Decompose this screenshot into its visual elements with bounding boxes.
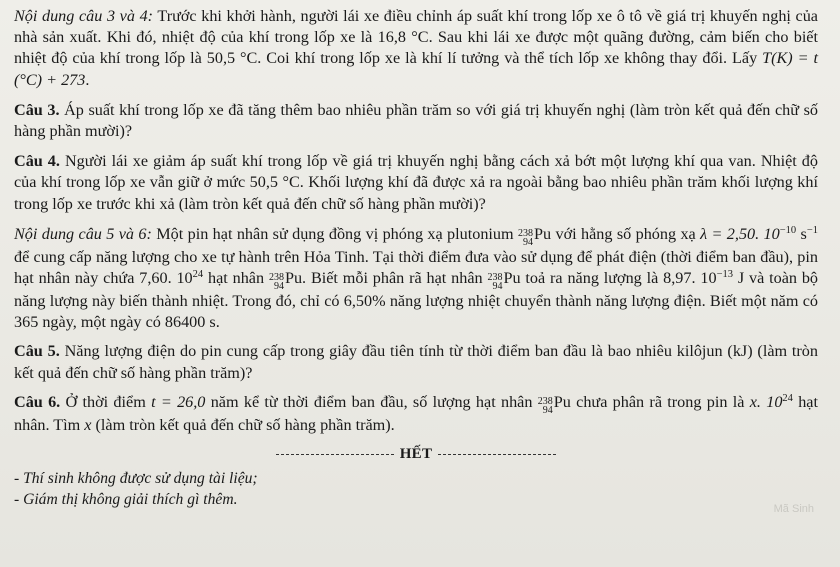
decay-constant-unit: s — [796, 224, 807, 243]
plutonium-isotope-notation-2 — [269, 273, 284, 291]
exam-note-1: - Thí sinh không được sử dụng tài liệu; — [14, 470, 258, 488]
decay-constant: λ = 2,50. 10 — [700, 224, 780, 243]
initial-nuclei-exponent: 24 — [192, 269, 204, 281]
plutonium-isotope-notation-3 — [487, 273, 502, 291]
question-6-text-4: hạt nhân. Tìm — [14, 392, 818, 434]
intro-34-text-4: . — [85, 70, 90, 89]
question-6-text-1: Ở thời điểm — [60, 392, 152, 411]
intro-questions-3-4 — [14, 6, 818, 91]
isotope-mass-number: 238 — [487, 272, 503, 284]
isotope-symbol: Pu — [503, 269, 521, 288]
isotope-symbol: Pu — [534, 224, 552, 243]
question-3-label: Câu 3. — [14, 100, 60, 119]
exam-note-2: - Giám thị không giải thích gì thêm. — [14, 491, 238, 509]
isotope-mass-number: 238 — [268, 272, 284, 284]
decay-energy: 8,97. 10 — [663, 269, 717, 288]
question-3-text: Áp suất khí trong lốp xe đã tăng thêm bao nhiêu phần trăm so với giá trị khuyến nghị (làm tròn kết quả đến chữ số hàng phần mười)? — [14, 100, 818, 141]
isotope-atomic-number: 94 — [542, 404, 553, 416]
decay-energy-exponent: −13 — [716, 269, 733, 281]
intro-34-text-3: . Coi khí trong lốp xe là khí lí tưởng và thể tích lốp xe không thay đổi. Lấy — [257, 49, 763, 68]
intro-56-text-5: . Biết mỗi phân rã hạt nhân — [302, 269, 488, 288]
question-6-exponent: 24 — [782, 392, 793, 404]
question-5 — [14, 341, 818, 383]
question-4-temp: 50,5 °C — [249, 173, 300, 192]
intro-56-text-2: với hằng số phóng xạ — [551, 224, 701, 243]
initial-nuclei-count: 7,60. 10 — [139, 269, 193, 288]
intro-34-temp-1: 16,8 °C — [377, 28, 429, 47]
intro-56-text-6: toả ra năng lượng là — [520, 269, 664, 288]
intro-56-text-4: hạt nhân — [203, 269, 269, 288]
intro-56-lead: Nội dung câu 5 và 6: — [14, 224, 152, 243]
question-6-text-2: năm kể từ thời điểm ban đầu, số lượng hạt nhân — [205, 392, 538, 411]
isotope-symbol: Pu — [284, 269, 303, 288]
end-divider-right — [438, 454, 556, 455]
question-6-time: t = 26,0 — [151, 392, 206, 411]
isotope-atomic-number: 94 — [523, 236, 533, 248]
question-6 — [14, 392, 818, 436]
end-label: HẾT — [399, 446, 433, 463]
intro-56-text-3: để cung cấp năng lượng cho xe tự hành trên Hỏa Tinh. Tại thời điểm đưa vào sử dụng để phát điện (thời điểm ban đầu), pin hạt nhân này chứa — [14, 247, 818, 288]
intro-questions-5-6 — [14, 224, 818, 334]
question-6-unknown: x — [84, 415, 92, 434]
isotope-atomic-number: 94 — [492, 281, 503, 293]
question-6-label: Câu 6. — [14, 392, 61, 411]
decay-constant-exponent: −10 — [779, 224, 797, 236]
temperature-formula: T(K) = t (°C) + 273 — [14, 49, 818, 89]
decay-constant-unit-exponent: −1 — [806, 224, 819, 236]
question-5-label: Câu 5. — [14, 342, 60, 361]
intro-56-text-1: Một pin hạt nhân sử dụng đồng vị phóng xạ plutonium — [151, 224, 518, 243]
intro-34-lead: Nội dung câu 3 và 4: — [14, 7, 154, 25]
isotope-mass-number: 238 — [518, 227, 533, 239]
intro-34-text-2: . Sau khi lái xe được một quãng đường, cảm biến cho biết nhiệt độ của khí trong lốp là — [14, 28, 818, 68]
intro-34-text-1: Trước khi khởi hành, người lái xe điều chỉnh áp suất khí trong lốp xe ô tô về giá trị khuyến nghị của nhà sản xuất. Khi đó, nhiệt độ của khí trong lốp xe là — [14, 7, 818, 47]
isotope-atomic-number: 94 — [273, 281, 284, 293]
plutonium-isotope-notation-4 — [538, 397, 553, 415]
isotope-symbol: Pu — [553, 392, 571, 411]
question-3 — [14, 100, 818, 142]
question-5-text: Năng lượng điện do pin cung cấp trong giây đầu tiên tính từ thời điểm ban đầu là bao nhiêu kilôjun (kJ) (làm tròn kết quả đến chữ số hàng phần trăm)? — [14, 342, 818, 382]
faint-watermark-text: Mã Sinh — [773, 503, 814, 515]
question-4-text-2: . Khối lượng khí đã được xả ra ngoài bằng bao nhiêu phần trăm khối lượng khí trong lốp xe trước khi xả (làm tròn kết quả đến chữ số hàng phần mười)? — [14, 173, 818, 213]
end-divider-left — [276, 454, 394, 455]
question-6-text-5: (làm tròn kết quả đến chữ số hàng phần trăm). — [91, 415, 395, 434]
question-6-text-3: chưa phân rã trong pin là — [570, 392, 750, 411]
intro-34-temp-2: 50,5 °C — [206, 49, 258, 68]
question-4-text-1: Người lái xe giảm áp suất khí trong lốp về giá trị khuyến nghị bằng cách xả bớt một lượng khí qua van. Nhiệt độ của khí trong lốp xe vẫn giữ ở mức — [14, 152, 818, 192]
question-4-label: Câu 4. — [14, 152, 60, 171]
question-4 — [14, 151, 818, 215]
intro-56-text-7: J và toàn bộ năng lượng này biến thành nhiệt. Trong đó, chỉ có 6,50% năng lượng nhiệt chuyển thành năng lượng điện. Biết một năm có 365 ngày, một ngày có 86400 s. — [14, 269, 819, 332]
question-6-unknown-expression: x. 10 — [749, 392, 783, 411]
plutonium-isotope-notation — [518, 229, 533, 247]
isotope-mass-number: 238 — [537, 395, 553, 407]
end-marker — [14, 446, 818, 463]
